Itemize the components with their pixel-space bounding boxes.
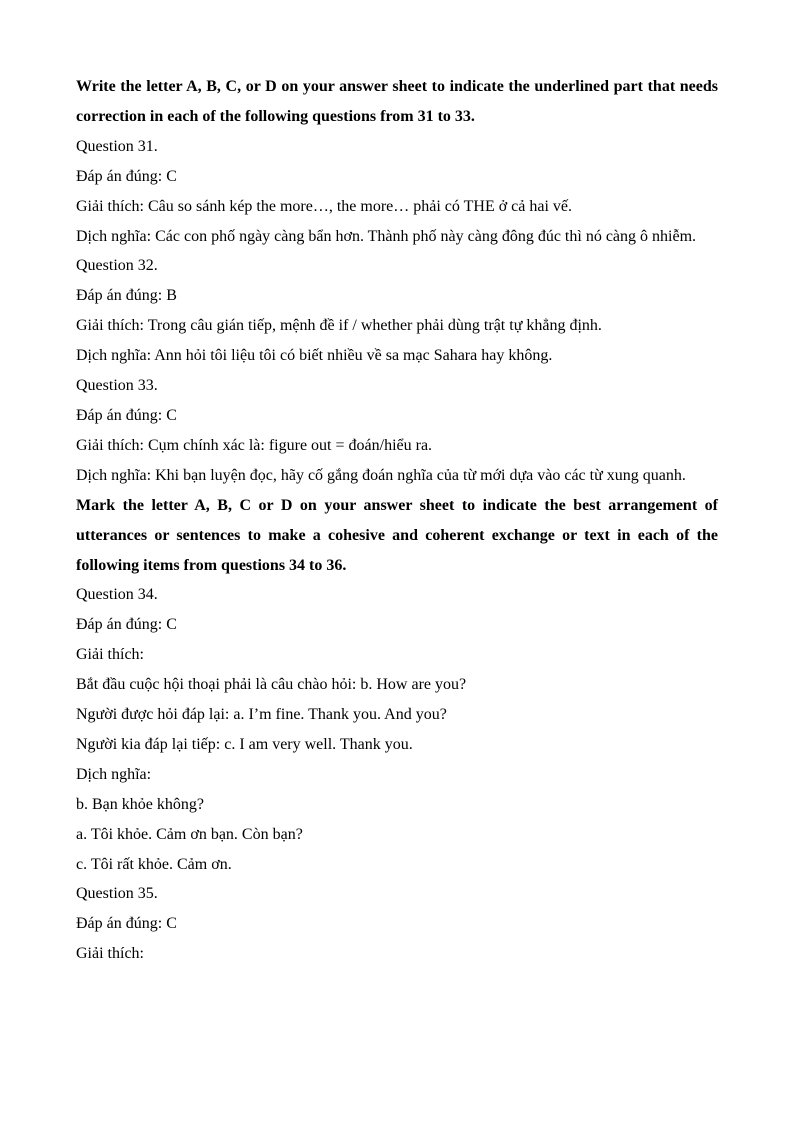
question-34-title: Question 34. [76, 586, 158, 604]
question-35-answer: Đáp án đúng: C [76, 915, 177, 933]
question-32-explanation: Giải thích: Trong câu gián tiếp, mệnh đề if / whether phải dùng trật tự khẳng định. [76, 317, 602, 335]
question-34-translation-line: b. Bạn khỏe không? [76, 795, 204, 813]
question-33-answer: Đáp án đúng: C [76, 406, 177, 424]
question-34-step: Người kia đáp lại tiếp: c. I am very well. Thank you. [76, 735, 413, 753]
question-31-title: Question 31. [76, 137, 158, 155]
section-instruction-31-33: Write the letter A, B, C, or D on your answer sheet to indicate the underlined part that needs correction in each of the following questions from 31 to 33. [76, 78, 718, 125]
question-33 [76, 371, 718, 491]
question-34-translation-label: Dịch nghĩa: [76, 765, 152, 783]
question-35-explanation-label: Giải thích: [76, 945, 144, 963]
question-35 [76, 879, 718, 969]
document-page [76, 72, 718, 969]
question-31 [76, 132, 718, 252]
question-34-step: Bắt đầu cuộc hội thoại phải là câu chào hỏi: b. How are you? [76, 676, 467, 694]
question-34-answer: Đáp án đúng: C [76, 616, 177, 634]
question-34 [76, 580, 718, 879]
question-32 [76, 251, 718, 371]
question-34-translation-line: c. Tôi rất khỏe. Cảm ơn. [76, 855, 232, 873]
question-32-answer: Đáp án đúng: B [76, 287, 177, 305]
question-34-translation-line: a. Tôi khỏe. Cảm ơn bạn. Còn bạn? [76, 825, 303, 843]
question-32-title: Question 32. [76, 257, 158, 275]
question-35-title: Question 35. [76, 885, 158, 903]
section-instruction-34-36: Mark the letter A, B, C or D on your answer sheet to indicate the best arrangement of utterances or sentences to make a cohesive and coherent exchange or text in each of the following items from questions 34 to 36. [76, 496, 718, 574]
question-31-answer: Đáp án đúng: C [76, 167, 177, 185]
question-34-step: Người được hỏi đáp lại: a. I’m fine. Thank you. And you? [76, 706, 447, 724]
question-31-explanation: Giải thích: Câu so sánh kép the more…, the more… phải có THE ở cả hai vế. [76, 197, 573, 215]
question-32-translation: Dịch nghĩa: Ann hỏi tôi liệu tôi có biết nhiều về sa mạc Sahara hay không. [76, 347, 553, 365]
question-33-explanation: Giải thích: Cụm chính xác là: figure out = đoán/hiểu ra. [76, 436, 433, 454]
question-31-translation: Dịch nghĩa: Các con phố ngày càng bẩn hơn. Thành phố này càng đông đúc thì nó càng ô nhiễm. [76, 227, 697, 245]
question-34-explanation-label: Giải thích: [76, 646, 144, 664]
question-33-translation: Dịch nghĩa: Khi bạn luyện đọc, hãy cố gắng đoán nghĩa của từ mới dựa vào các từ xung quanh. [76, 466, 686, 484]
question-33-title: Question 33. [76, 377, 158, 395]
